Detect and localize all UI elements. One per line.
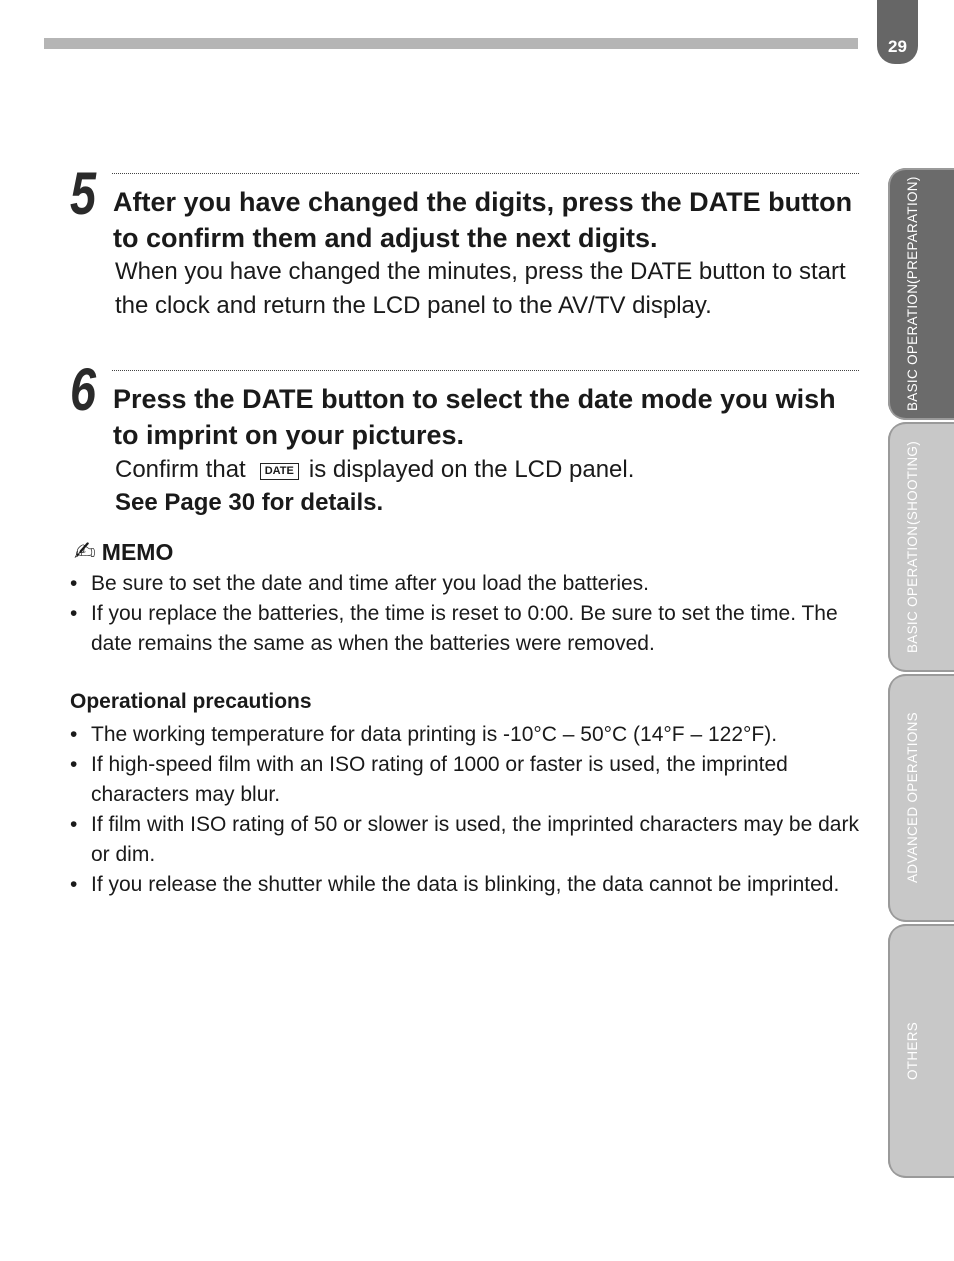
confirm-prefix: Confirm that: [115, 456, 246, 483]
step-5-body: When you have changed the minutes, press the DATE button to start the clock and return the LCD panel to the AV/TV display.: [115, 258, 846, 319]
memo-list: [70, 569, 860, 659]
list-item: • If you replace the batteries, the time is reset to 0:00. Be sure to set the time. The date remains the same as when the batteries were removed.: [70, 602, 838, 655]
pencil-icon: ✍: [74, 536, 96, 566]
page-number: 29: [877, 0, 918, 64]
list-item: • The working temperature for data printing is -10°C – 50°C (14°F – 122°F).: [70, 723, 778, 746]
list-item-text: If you release the shutter while the data is blinking, the data cannot be imprinted.: [91, 873, 840, 896]
header-rule: [44, 38, 858, 49]
date-mode-icon: DATE: [260, 463, 299, 480]
list-item: • If you release the shutter while the data is blinking, the data cannot be imprinted.: [70, 873, 840, 896]
list-item-text: If you replace the batteries, the time is reset to 0:00. Be sure to set the time. The date remains the same as when the batteries were removed.: [91, 602, 838, 655]
tab-basic-operation-shooting[interactable]: [888, 422, 954, 672]
confirm-suffix: is displayed on the LCD panel.: [308, 456, 635, 483]
tab-others[interactable]: [888, 924, 954, 1178]
step-5-divider: [112, 173, 859, 174]
step-6-confirm-line: [115, 453, 855, 487]
list-item-text: The working temperature for data printing is -10°C – 50°C (14°F – 122°F).: [91, 723, 778, 746]
list-item-text: If film with ISO rating of 50 or slower is used, the imprinted characters may be dark or dim.: [91, 813, 859, 866]
step-5-title: After you have changed the digits, press the DATE button to confirm them and adjust the next digits.: [113, 187, 853, 253]
list-item: • Be sure to set the date and time after you load the batteries.: [70, 572, 650, 595]
memo-label: MEMO: [101, 539, 174, 565]
list-item-text: Be sure to set the date and time after you load the batteries.: [91, 572, 650, 595]
see-page-note: See Page 30 for details.: [115, 489, 384, 516]
step-6-number: 6: [70, 356, 97, 423]
tab-label: OTHERS: [905, 1021, 920, 1081]
step-6-divider: [112, 370, 859, 371]
tab-label: BASIC OPERATION (PREPARATION): [905, 176, 920, 412]
precautions-list: [70, 720, 860, 900]
step-5-number: 5: [70, 160, 97, 227]
tab-advanced-operations[interactable]: [888, 674, 954, 922]
tab-label: ADVANCED OPERATIONS: [905, 712, 920, 884]
tab-basic-operation-preparation[interactable]: [888, 168, 954, 420]
precautions-heading: Operational precautions: [70, 690, 312, 713]
step-6-title: Press the DATE button to select the date mode you wish to imprint on your pictures.: [113, 384, 836, 450]
list-item: • If high-speed film with an ISO rating of 1000 or faster is used, the imprinted characters may blur.: [70, 753, 788, 806]
memo-heading: [74, 536, 173, 567]
list-item-text: If high-speed film with an ISO rating of 1000 or faster is used, the imprinted characters may blur.: [91, 753, 788, 806]
tab-label: BASIC OPERATION (SHOOTING): [905, 441, 920, 653]
list-item: • If film with ISO rating of 50 or slower is used, the imprinted characters may be dark or dim.: [70, 813, 859, 866]
